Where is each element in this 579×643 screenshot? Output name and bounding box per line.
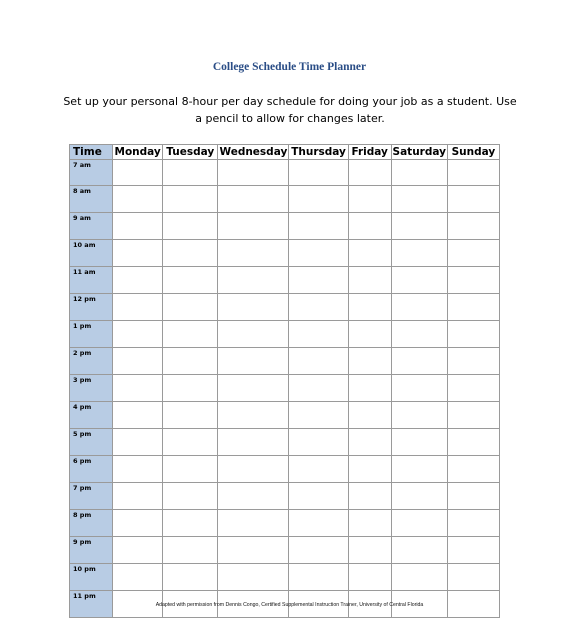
schedule-cell[interactable] [391, 186, 447, 213]
schedule-cell[interactable] [163, 186, 218, 213]
schedule-cell[interactable] [289, 537, 348, 564]
schedule-cell[interactable] [163, 294, 218, 321]
schedule-row [70, 510, 500, 537]
schedule-cell[interactable] [289, 510, 348, 537]
schedule-row [70, 402, 500, 429]
schedule-cell[interactable] [218, 160, 289, 186]
time-label: 10 am [70, 240, 113, 267]
schedule-row [70, 348, 500, 375]
header-thursday: Thursday [289, 145, 348, 160]
schedule-cell[interactable] [391, 213, 447, 240]
schedule-cell[interactable] [447, 510, 499, 537]
schedule-cell[interactable] [447, 186, 499, 213]
schedule-cell[interactable] [289, 402, 348, 429]
schedule-cell[interactable] [163, 267, 218, 294]
schedule-cell[interactable] [113, 213, 163, 240]
schedule-cell[interactable] [113, 429, 163, 456]
schedule-cell[interactable] [348, 213, 391, 240]
schedule-cell[interactable] [113, 267, 163, 294]
time-label: 11 pm [70, 591, 113, 618]
schedule-cell[interactable] [391, 483, 447, 510]
schedule-cell[interactable] [218, 564, 289, 591]
schedule-cell[interactable] [348, 160, 391, 186]
schedule-cell[interactable] [348, 186, 391, 213]
schedule-cell[interactable] [163, 375, 218, 402]
schedule-cell[interactable] [348, 537, 391, 564]
schedule-cell[interactable] [289, 456, 348, 483]
schedule-cell[interactable] [218, 456, 289, 483]
schedule-cell[interactable] [218, 321, 289, 348]
schedule-cell[interactable] [289, 375, 348, 402]
schedule-cell[interactable] [391, 375, 447, 402]
time-label: 12 pm [70, 294, 113, 321]
schedule-cell[interactable] [348, 348, 391, 375]
schedule-row [70, 294, 500, 321]
schedule-cell[interactable] [113, 294, 163, 321]
schedule-cell[interactable] [447, 564, 499, 591]
header-wednesday: Wednesday [219, 146, 288, 158]
attribution-footer: Adapted with permission from Dennis Congo, Certified Supplemental Instruction Trainer, University of Central Florida [155, 602, 424, 608]
schedule-cell[interactable] [218, 240, 289, 267]
schedule-cell[interactable] [348, 564, 391, 591]
schedule-cell[interactable] [348, 456, 391, 483]
header-sunday: Sunday [447, 145, 499, 160]
schedule-cell[interactable] [447, 456, 499, 483]
schedule-cell[interactable] [348, 240, 391, 267]
schedule-cell[interactable] [163, 348, 218, 375]
schedule-cell[interactable] [113, 375, 163, 402]
schedule-cell[interactable] [289, 294, 348, 321]
schedule-cell[interactable] [289, 213, 348, 240]
time-label: 2 pm [70, 348, 113, 375]
schedule-cell[interactable] [218, 267, 289, 294]
time-label: 9 pm [70, 537, 113, 564]
schedule-cell[interactable] [348, 294, 391, 321]
schedule-cell[interactable] [447, 348, 499, 375]
schedule-cell[interactable] [218, 429, 289, 456]
schedule-cell[interactable] [391, 564, 447, 591]
schedule-cell[interactable] [391, 456, 447, 483]
schedule-cell[interactable] [391, 510, 447, 537]
schedule-row [70, 160, 500, 186]
schedule-row [70, 267, 500, 294]
time-label: 7 am [70, 160, 113, 186]
header-time: Time [70, 145, 113, 160]
schedule-cell[interactable] [163, 160, 218, 186]
schedule-cell[interactable] [447, 429, 499, 456]
schedule-cell[interactable] [218, 294, 289, 321]
schedule-cell[interactable] [218, 537, 289, 564]
schedule-cell[interactable] [391, 240, 447, 267]
schedule-cell[interactable] [348, 375, 391, 402]
instructions-text: Set up your personal 8-hour per day schedule for doing your job as a student. Use a pencil to allow for changes later. [63, 95, 517, 125]
schedule-row [70, 429, 500, 456]
time-label: 9 am [70, 213, 113, 240]
schedule-cell[interactable] [163, 402, 218, 429]
schedule-cell[interactable] [289, 348, 348, 375]
document-title: College Schedule Time Planner [212, 61, 367, 73]
schedule-cell[interactable] [113, 160, 163, 186]
schedule-row [70, 483, 500, 510]
schedule-table [69, 144, 500, 618]
schedule-cell[interactable] [391, 429, 447, 456]
schedule-cell[interactable] [289, 564, 348, 591]
schedule-cell[interactable] [113, 402, 163, 429]
schedule-cell[interactable] [113, 483, 163, 510]
schedule-cell[interactable] [163, 537, 218, 564]
schedule-cell[interactable] [447, 160, 499, 186]
schedule-row [70, 213, 500, 240]
schedule-cell[interactable] [447, 240, 499, 267]
schedule-cell[interactable] [163, 510, 218, 537]
header-friday: Friday [348, 145, 391, 160]
schedule-cell[interactable] [348, 402, 391, 429]
schedule-cell[interactable] [113, 537, 163, 564]
time-label: 8 am [70, 186, 113, 213]
schedule-cell[interactable] [163, 429, 218, 456]
time-label: 3 pm [70, 375, 113, 402]
schedule-row [70, 321, 500, 348]
schedule-cell[interactable] [113, 348, 163, 375]
time-label: 5 pm [70, 429, 113, 456]
schedule-cell[interactable] [113, 240, 163, 267]
schedule-cell[interactable] [391, 348, 447, 375]
time-label: 10 pm [70, 564, 113, 591]
schedule-cell[interactable] [447, 537, 499, 564]
schedule-cell[interactable] [289, 429, 348, 456]
schedule-cell[interactable] [289, 160, 348, 186]
schedule-cell[interactable] [113, 186, 163, 213]
schedule-cell[interactable] [218, 483, 289, 510]
time-label: 7 pm [70, 483, 113, 510]
schedule-cell[interactable] [218, 186, 289, 213]
schedule-cell[interactable] [218, 348, 289, 375]
schedule-cell[interactable] [348, 321, 391, 348]
schedule-cell[interactable] [348, 267, 391, 294]
schedule-cell[interactable] [163, 213, 218, 240]
schedule-cell[interactable] [391, 294, 447, 321]
time-label: 11 am [70, 267, 113, 294]
header-tuesday: Tuesday [163, 145, 218, 160]
schedule-cell[interactable] [391, 160, 447, 186]
schedule-cell[interactable] [447, 267, 499, 294]
schedule-cell[interactable] [218, 375, 289, 402]
schedule-cell[interactable] [113, 510, 163, 537]
schedule-cell[interactable] [163, 240, 218, 267]
schedule-cell[interactable] [113, 456, 163, 483]
schedule-cell[interactable] [391, 402, 447, 429]
schedule-row [70, 456, 500, 483]
schedule-cell[interactable] [447, 483, 499, 510]
schedule-cell[interactable] [218, 213, 289, 240]
time-label: 1 pm [70, 321, 113, 348]
schedule-cell[interactable] [163, 321, 218, 348]
schedule-cell[interactable] [113, 564, 163, 591]
schedule-cell[interactable] [289, 483, 348, 510]
schedule-cell[interactable] [447, 375, 499, 402]
time-label: 8 pm [70, 510, 113, 537]
schedule-row [70, 240, 500, 267]
schedule-row [70, 564, 500, 591]
time-label: 6 pm [70, 456, 113, 483]
schedule-cell[interactable] [348, 483, 391, 510]
header-saturday: Saturday [392, 146, 446, 158]
header-monday: Monday [114, 146, 161, 158]
schedule-cell[interactable] [348, 429, 391, 456]
schedule-cell[interactable] [289, 240, 348, 267]
schedule-cell[interactable] [289, 321, 348, 348]
schedule-cell[interactable] [163, 564, 218, 591]
schedule-cell[interactable] [218, 510, 289, 537]
schedule-cell[interactable] [348, 510, 391, 537]
header-row [70, 145, 500, 160]
schedule-cell[interactable] [113, 321, 163, 348]
schedule-cell[interactable] [447, 321, 499, 348]
schedule-cell[interactable] [447, 402, 499, 429]
schedule-cell[interactable] [289, 186, 348, 213]
schedule-cell[interactable] [447, 213, 499, 240]
schedule-cell[interactable] [163, 456, 218, 483]
schedule-cell[interactable] [447, 294, 499, 321]
schedule-cell[interactable] [391, 321, 447, 348]
time-label: 4 pm [70, 402, 113, 429]
schedule-row [70, 537, 500, 564]
schedule-row [70, 375, 500, 402]
schedule-cell[interactable] [218, 402, 289, 429]
schedule-row [70, 186, 500, 213]
schedule-cell[interactable] [391, 267, 447, 294]
schedule-cell[interactable] [391, 537, 447, 564]
schedule-cell[interactable] [289, 267, 348, 294]
schedule-cell[interactable] [163, 483, 218, 510]
